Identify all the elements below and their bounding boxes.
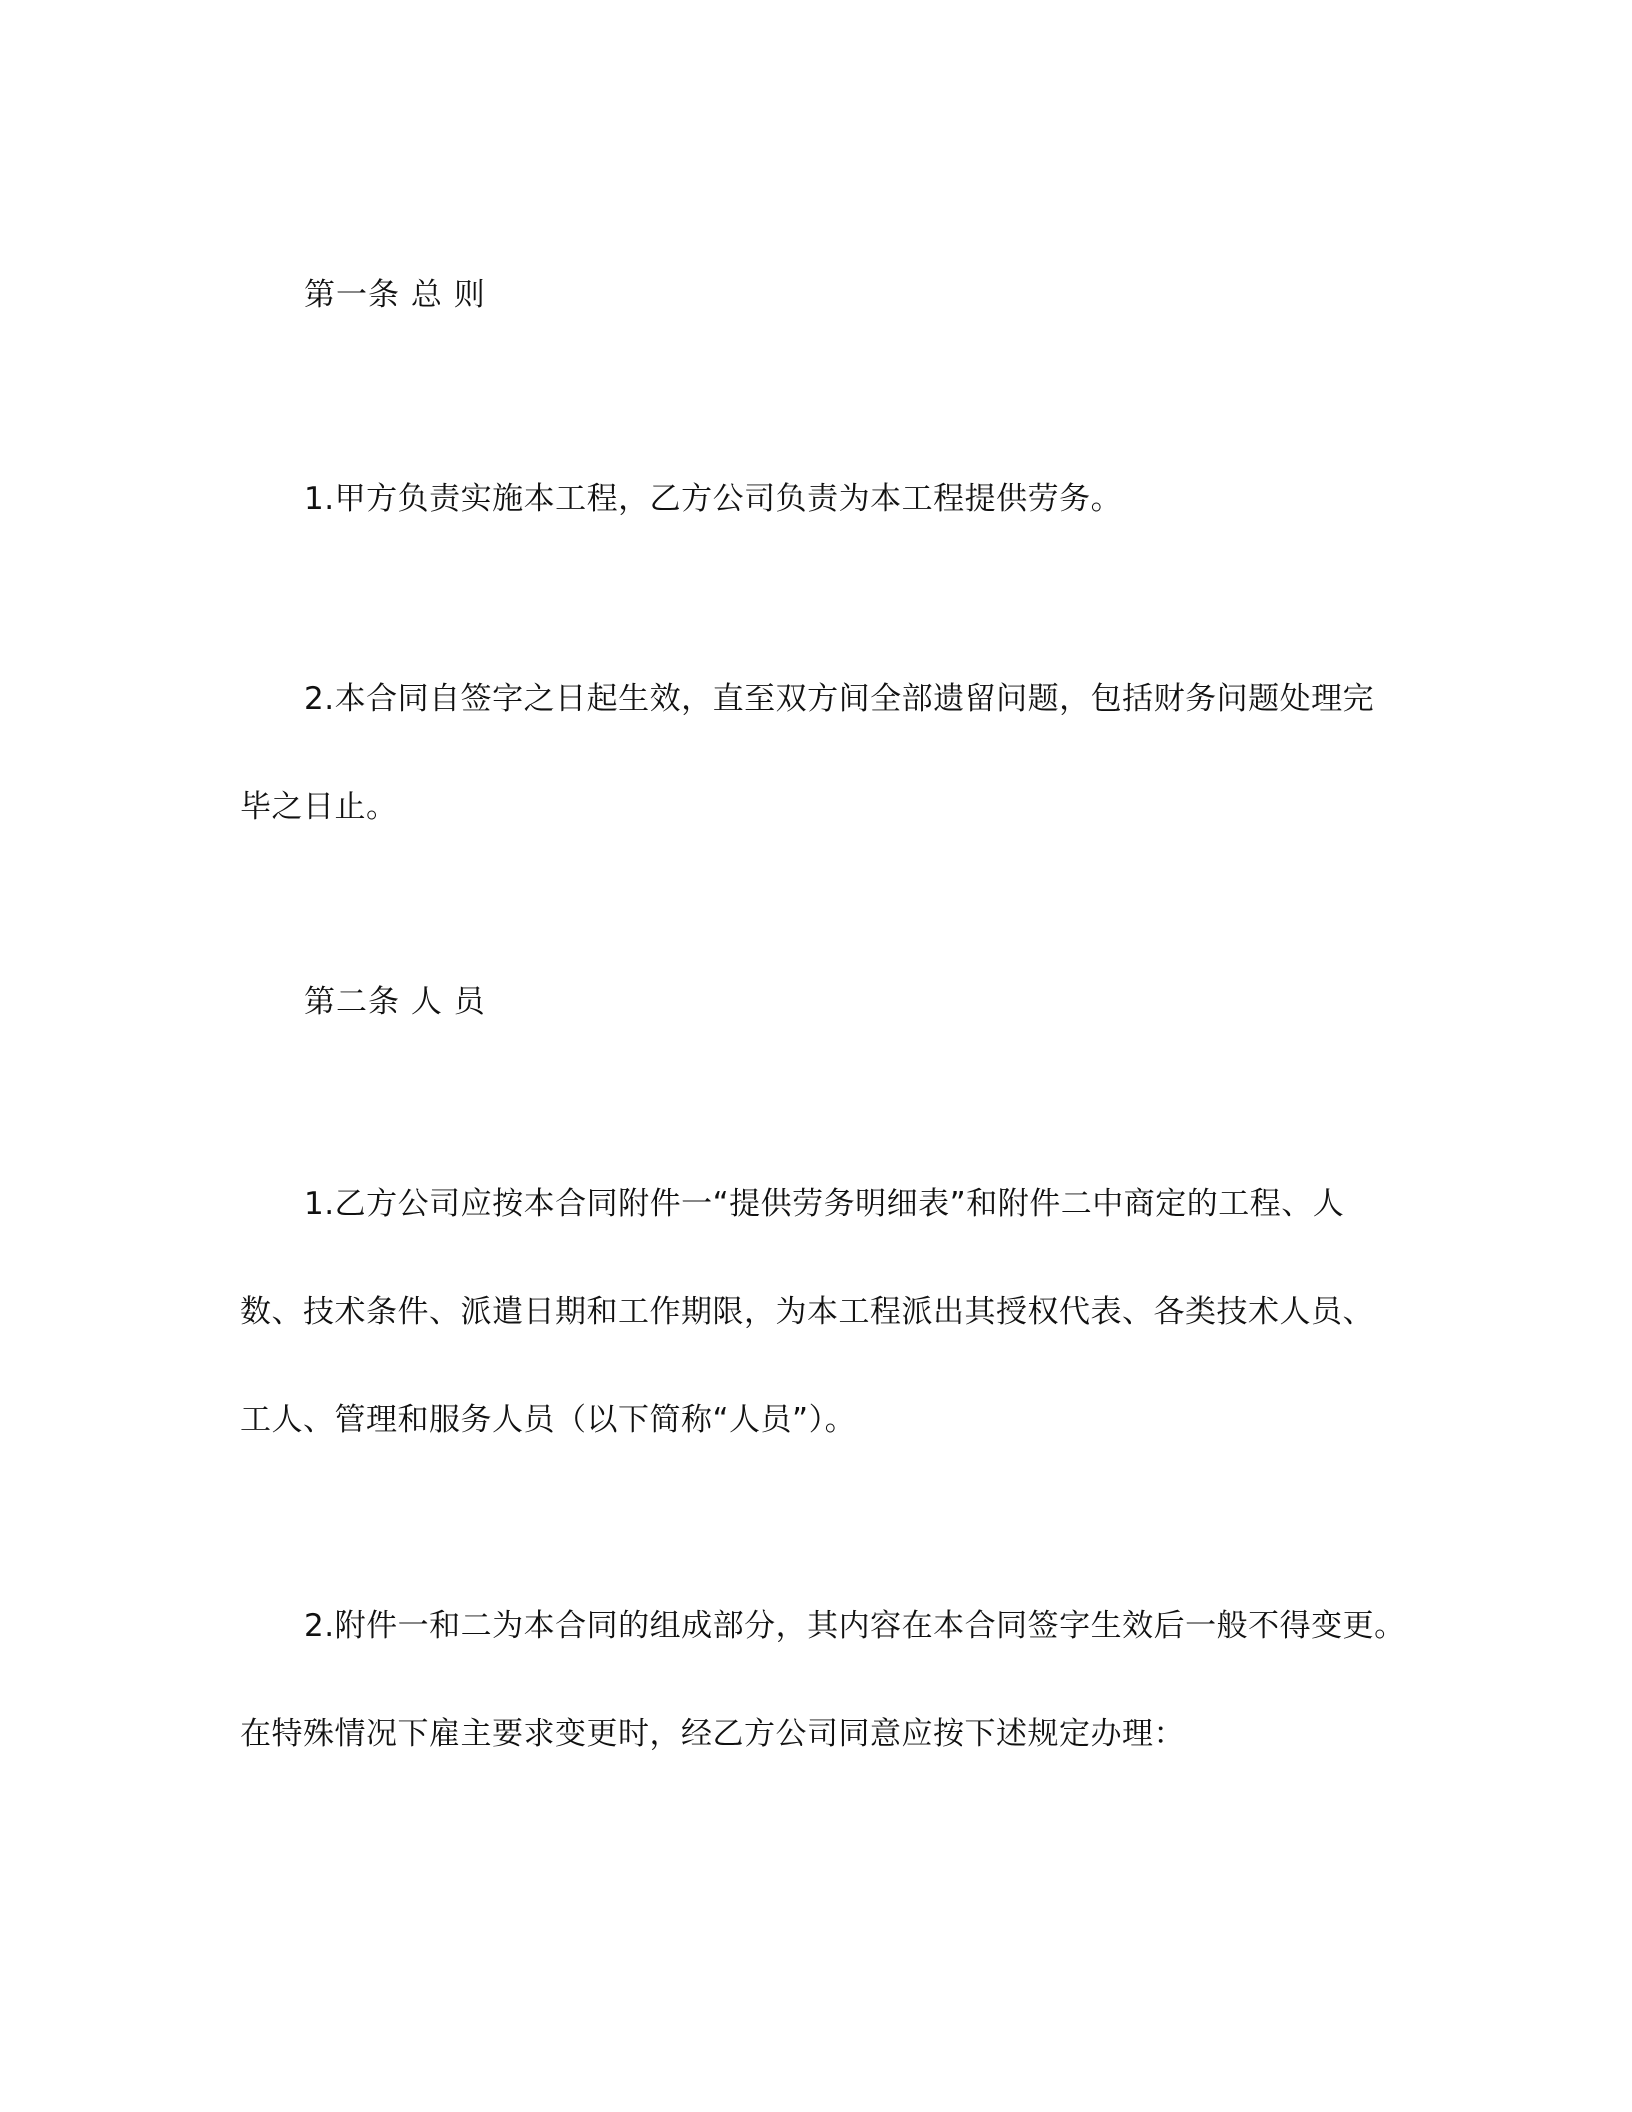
- article-2-item-2-line-1: 2.附件一和二为本合同的组成部分，其内容在本合同签字生效后一般不得变更。: [304, 1608, 1406, 1644]
- article-1-item-2-line-2: 毕之日止。: [240, 789, 398, 825]
- article-1-heading: 第一条 总 则: [304, 277, 486, 313]
- article-2-item-1-line-3: 工人、管理和服务人员（以下简称“人员”）。: [240, 1402, 857, 1438]
- article-1-item-1: 1.甲方负责实施本工程，乙方公司负责为本工程提供劳务。: [304, 481, 1123, 517]
- article-2-item-1-line-2: 数、技术条件、派遣日期和工作期限，为本工程派出其授权代表、各类技术人员、: [240, 1294, 1374, 1330]
- article-2-item-1-line-1: 1.乙方公司应按本合同附件一“提供劳务明细表”和附件二中商定的工程、人: [304, 1186, 1345, 1222]
- article-2-heading: 第二条 人 员: [304, 984, 486, 1020]
- article-1-item-2-line-1: 2.本合同自签字之日起生效，直至双方间全部遗留问题，包括财务问题处理完: [304, 681, 1375, 717]
- article-2-item-2-line-2: 在特殊情况下雇主要求变更时，经乙方公司同意应按下述规定办理：: [240, 1716, 1185, 1752]
